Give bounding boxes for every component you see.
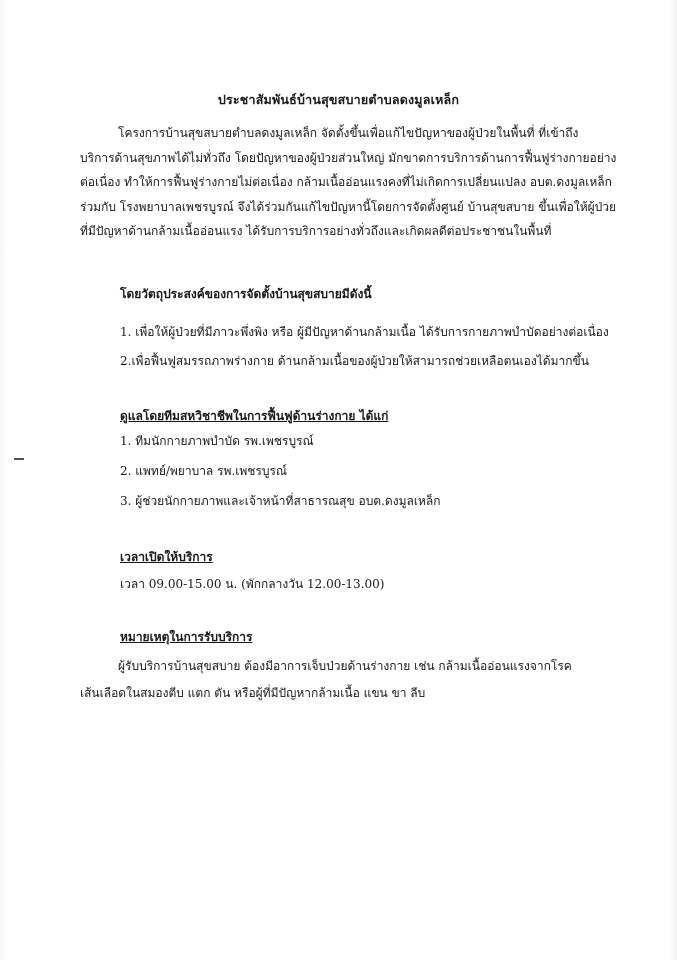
team-item: 2. แพทย์/พยาบาล รพ.เพชรบูรณ์	[120, 464, 288, 478]
intro-paragraph	[80, 121, 616, 244]
objectives-heading: โดยวัตถุประสงค์ของการจัดตั้งบ้านสุขสบายมีดังนี้	[120, 287, 372, 301]
team-heading: ดูแลโดยทีมสหวิชาชีพในการฟื้นฟูด้านร่างกาย ได้แก่	[120, 409, 389, 423]
team-item: 1. ทีมนักกายภาพบำบัด รพ.เพชรบูรณ์	[120, 434, 314, 448]
hours-heading: เวลาเปิดให้บริการ	[120, 550, 213, 564]
notes-line: เส้นเลือดในสมองตีบ แตก ตัน หรือผู้ที่มีปัญหากล้ามเนื้อ แขน ขา ลีบ	[80, 686, 426, 700]
intro-line: ร่วมกับ โรงพยาบาลเพชรบูรณ์ จึงได้ร่วมกันแก้ไขปัญหานี้โดยการจัดตั้งศูนย์ บ้านสุขสบาย ขึ้นเพื่อให้ผู้ป่วย	[80, 199, 617, 214]
notes-paragraph	[80, 653, 616, 707]
intro-line: ต่อเนื่อง ทำให้การฟื้นฟูร่างกายไม่ต่อเนื่อง กล้ามเนื้ออ่อนแรงคงที่ไม่เกิดการเปลี่ยนแปลง อบต.ดงมูลเหล็ก	[80, 175, 612, 189]
hours-text: เวลา 09.00-15.00 น. (พักกลางวัน 12.00-13.00)	[120, 577, 385, 591]
scan-margin-mark	[14, 458, 24, 460]
document-title: ประชาสัมพันธ์บ้านสุขสบายตำบลดงมูลเหล็ก	[217, 92, 460, 107]
intro-line: บริการด้านสุขภาพได้ไม่ทั่วถึง โดยปัญหาของผู้ป่วยส่วนใหญ่ มักขาดการบริการด้านการฟื้นฟูร่างกายอย่าง	[80, 150, 617, 165]
team-item: 3. ผู้ช่วยนักกายภาพและเจ้าหน้าที่สาธารณสุข อบต.ดงมูลเหล็ก	[120, 494, 441, 508]
objective-item: 1. เพื่อให้ผู้ป่วยที่มีภาวะพึ่งพิง หรือ ผู้มีปัญหาด้านกล้ามเนื้อ ได้รับการกายภาพบำบัดอย่างต่อเนื่อง	[120, 325, 609, 339]
intro-line: ที่มีปัญหาด้านกล้ามเนื้ออ่อนแรง ได้รับการบริการอย่างทั่วถึงและเกิดผลดีต่อประชาชนในพื้นที่	[80, 224, 552, 238]
objective-item: 2.เพื่อฟื้นฟูสมรรถภาพร่างกาย ด้านกล้ามเนื้อของผู้ป่วยให้สามารถช่วยเหลือตนเองได้มากขึ้น	[120, 354, 589, 368]
notes-heading: หมายเหตุในการรับบริการ	[120, 630, 253, 644]
intro-line: โครงการบ้านสุขสบายตำบลดงมูลเหล็ก จัดตั้งขึ้นเพื่อแก้ไขปัญหาของผู้ป่วยในพื้นที่ ที่เข้าถึง	[118, 126, 579, 140]
notes-line: ผู้รับบริการบ้านสุขสบาย ต้องมีอาการเจ็บป่วยด้านร่างกาย เช่น กล้ามเนื้ออ่อนแรงจากโรค	[118, 659, 572, 673]
